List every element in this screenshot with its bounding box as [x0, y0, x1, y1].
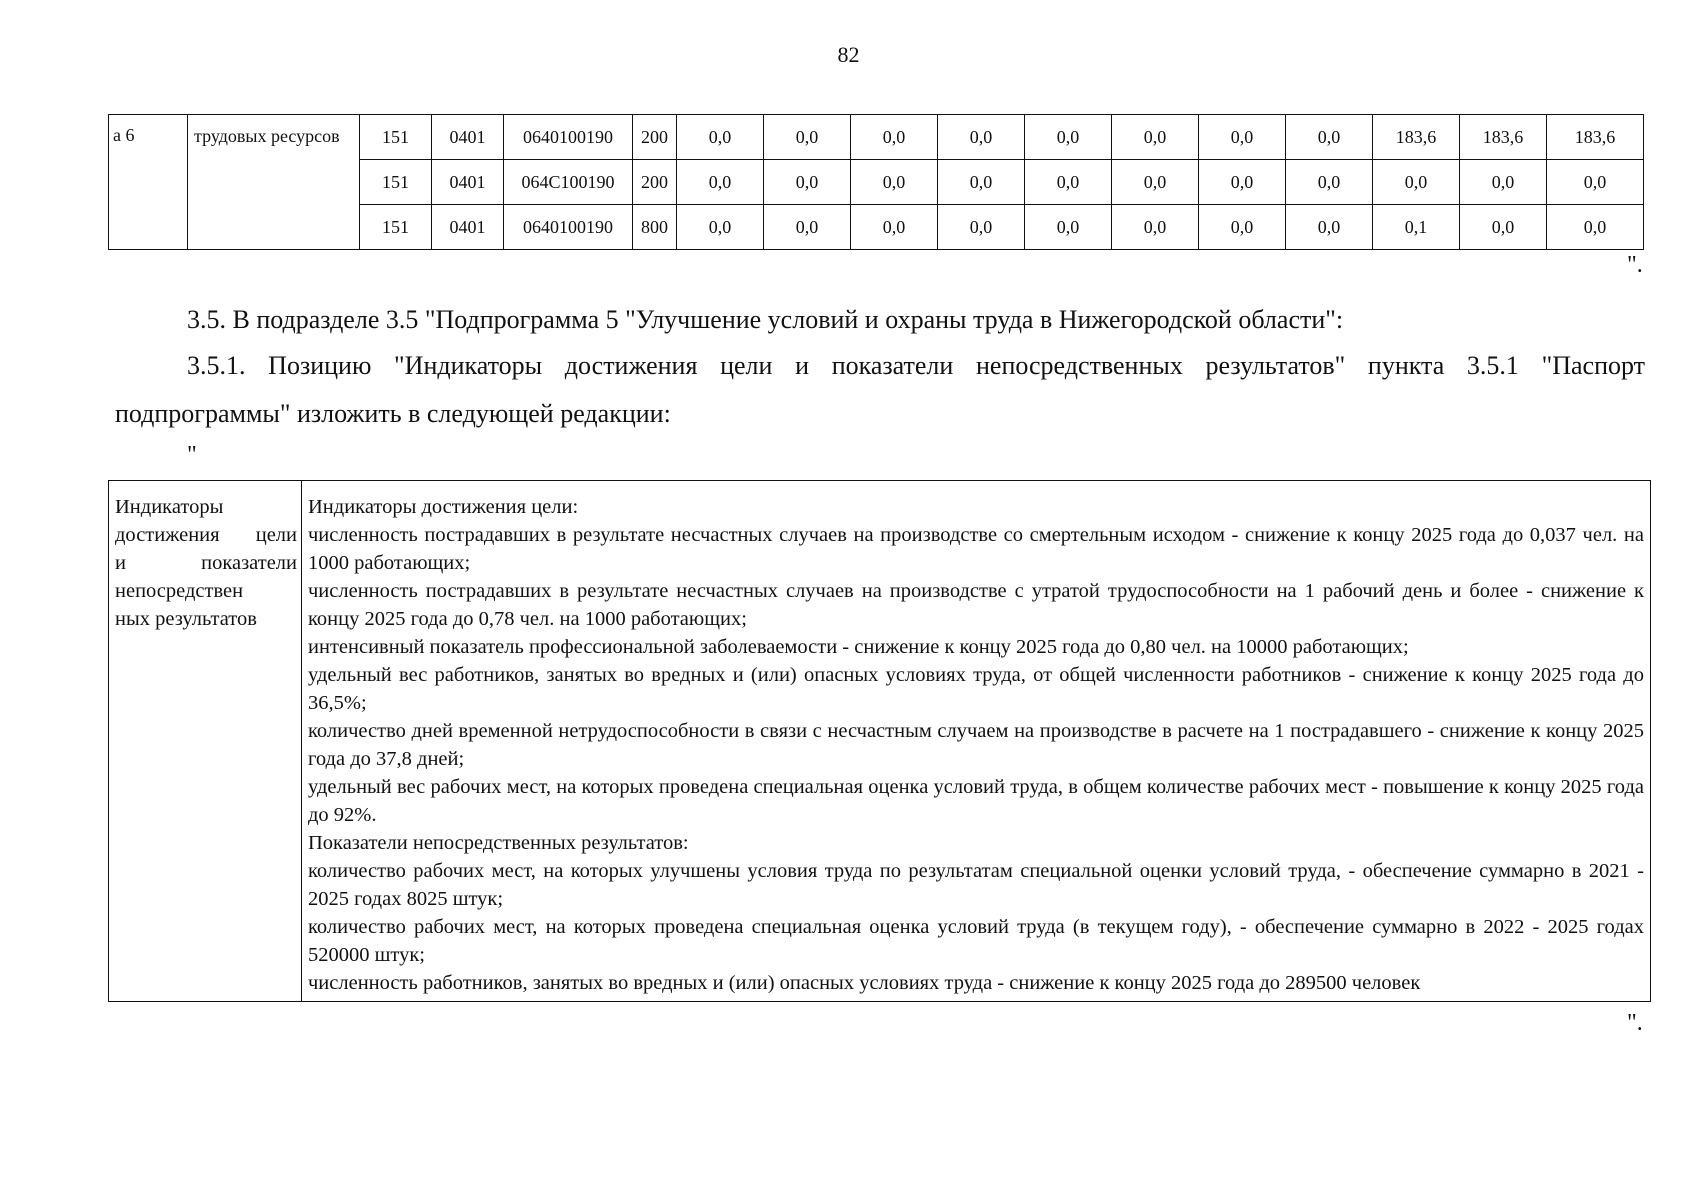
table-cell: 151	[360, 115, 432, 160]
table-cell: 183,6	[1547, 115, 1644, 160]
table-cell: 800	[633, 205, 677, 250]
table-cell: 0,0	[1112, 160, 1199, 205]
table-cell: 0,0	[938, 115, 1025, 160]
table-cell: 151	[360, 205, 432, 250]
label-line: Индикаторы	[115, 496, 224, 518]
page-number: 82	[837, 42, 860, 67]
budget-table	[108, 114, 1644, 250]
label-line: и показатели	[115, 552, 297, 574]
closing-quote: ".	[1627, 1010, 1643, 1036]
table-cell: 0640100190	[504, 115, 633, 160]
label-line: достижения цели	[115, 524, 297, 546]
table-cell: 0,0	[851, 205, 938, 250]
indicator-heading: Индикаторы достижения цели:	[308, 496, 579, 518]
closing-quote: ".	[1627, 252, 1643, 278]
indicator-item: интенсивный показатель профессиональной заболеваемости - снижение к концу 2025 года до 0,80 чел. на 10000 работающих;	[308, 636, 1409, 658]
passport-table	[108, 480, 1651, 1002]
table-cell: 0,0	[938, 160, 1025, 205]
indicator-item: удельный вес работников, занятых во вредных и (или) опасных условиях труда, от общей численности работников - снижение к концу 2025 года до 36,5%;	[308, 664, 1644, 714]
table-cell: 0,0	[1025, 160, 1112, 205]
table-cell: 0,0	[1460, 205, 1547, 250]
indicator-item: удельный вес рабочих мест, на которых проведена специальная оценка условий труда, в общем количестве рабочих мест - повышение к концу 2025 года до 92%.	[308, 776, 1644, 826]
table-cell: 200	[633, 160, 677, 205]
table-cell: 0,0	[1112, 205, 1199, 250]
result-item: количество рабочих мест, на которых проведена специальная оценка условий труда (в текущем году), - обеспечение суммарно в 2022 - 2025 годах 520000 штук;	[308, 916, 1644, 966]
indicator-item: количество дней временной нетрудоспособности в связи с несчастным случаем на производстве в расчете на 1 пострадавшего - снижение к концу 2025 года до 37,8 дней;	[308, 720, 1644, 770]
label-line: ных результатов	[115, 608, 257, 630]
passport-label	[109, 481, 302, 1002]
table-cell: 0,0	[1547, 160, 1644, 205]
table-cell: 0,0	[1373, 160, 1460, 205]
table-cell: 0,0	[1286, 160, 1373, 205]
table-cell: 0,0	[764, 115, 851, 160]
table-cell: 0,0	[764, 160, 851, 205]
table-cell: 0,0	[1199, 160, 1286, 205]
table-cell: 0,0	[677, 115, 764, 160]
indicator-item: численность пострадавших в результате несчастных случаев на производстве со смертельным исходом - снижение к концу 2025 года до 0,037 чел. на 1000 работающих;	[308, 524, 1644, 574]
table-cell: 0401	[432, 205, 504, 250]
table-row	[109, 115, 1644, 160]
passport-content	[302, 481, 1651, 1002]
label-line: непосредствен	[115, 580, 244, 602]
table-cell: 200	[633, 115, 677, 160]
table-cell: 064С100190	[504, 160, 633, 205]
table-cell: 0,0	[1112, 115, 1199, 160]
indicator-item: численность пострадавших в результате несчастных случаев на производстве с утратой трудоспособности на 1 рабочий день и более - снижение к концу 2025 года до 0,78 чел. на 1000 работающих;	[308, 580, 1644, 630]
table-cell: 0,0	[1025, 115, 1112, 160]
table-cell: 0,0	[851, 115, 938, 160]
table-cell: 0,0	[764, 205, 851, 250]
row-name: трудовых ресурсов	[188, 115, 360, 250]
table-cell: 0,0	[1460, 160, 1547, 205]
table-cell: 0,0	[677, 205, 764, 250]
table-cell: 0,0	[851, 160, 938, 205]
table-cell: 0640100190	[504, 205, 633, 250]
result-item: количество рабочих мест, на которых улучшены условия труда по результатам специальной оценки условий труда, - обеспечение суммарно в 2021 - 2025 годах 8025 штук;	[308, 860, 1644, 910]
paragraph-position: 3.5.1. Позицию "Индикаторы достижения цели и показатели непосредственных результатов" пункта 3.5.1 "Паспорт подпрограммы" изложить в следующей редакции:	[115, 351, 1645, 428]
table-row	[109, 481, 1651, 1002]
table-cell: 0,1	[1373, 205, 1460, 250]
table-cell: 0,0	[677, 160, 764, 205]
row-code: а 6	[109, 115, 188, 250]
table-cell: 183,6	[1373, 115, 1460, 160]
table-cell: 0,0	[938, 205, 1025, 250]
opening-quote: "	[187, 442, 197, 468]
result-item: численность работников, занятых во вредных и (или) опасных условиях труда - снижение к концу 2025 года до 289500 человек	[308, 972, 1421, 994]
paragraph-subsection: 3.5. В подразделе 3.5 "Подпрограмма 5 "Улучшение условий и охраны труда в Нижегородской области":	[187, 305, 1344, 334]
table-cell: 0,0	[1025, 205, 1112, 250]
table-cell: 0,0	[1199, 205, 1286, 250]
table-cell: 0401	[432, 115, 504, 160]
table-cell: 0,0	[1547, 205, 1644, 250]
results-heading: Показатели непосредственных результатов:	[308, 832, 689, 854]
table-cell: 183,6	[1460, 115, 1547, 160]
table-cell: 0,0	[1286, 205, 1373, 250]
table-cell: 0,0	[1286, 115, 1373, 160]
table-cell: 0401	[432, 160, 504, 205]
table-cell: 151	[360, 160, 432, 205]
table-cell: 0,0	[1199, 115, 1286, 160]
